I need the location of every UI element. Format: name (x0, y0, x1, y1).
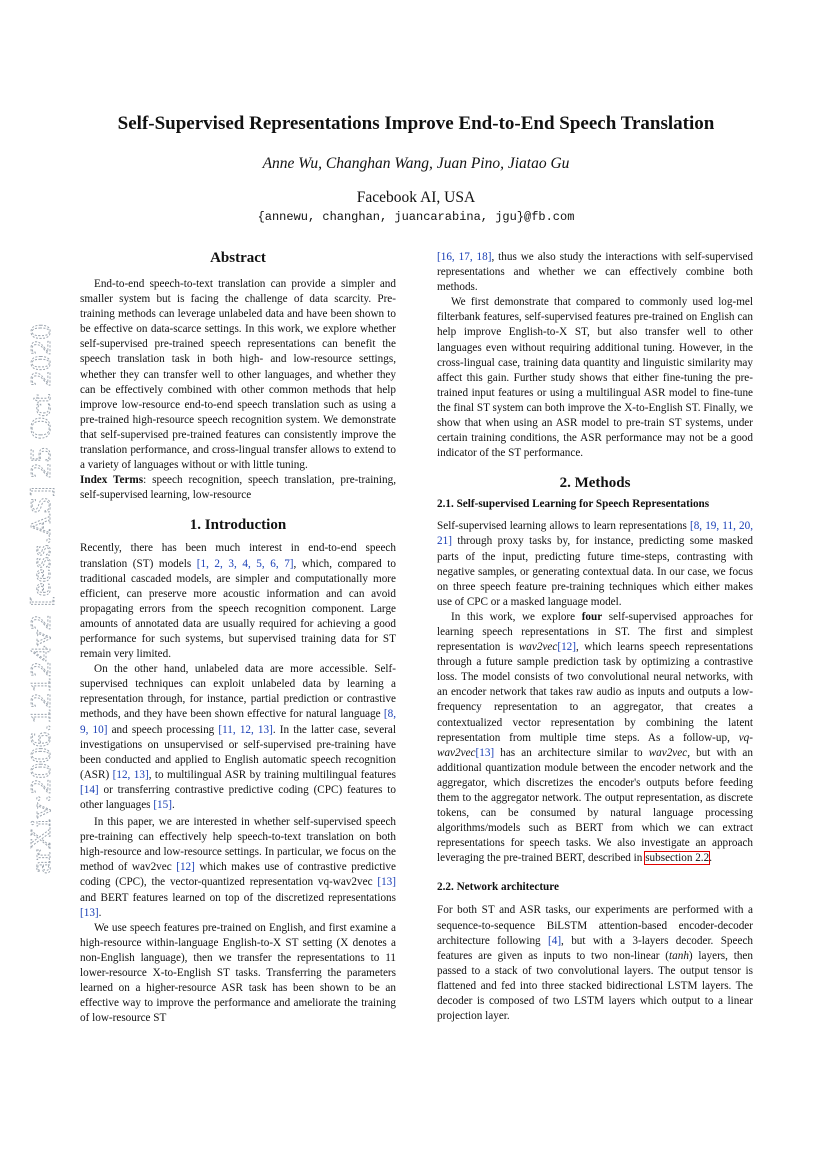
ssl-paragraph-1: Self-supervised learning allows to learn representations [8, 19, 11, 20, 21] through proxy tasks by, for instance, predicting some masked parts of the input, predicting future time-steps, contrasting with negative samples, or generating contextual data. In our case, we focus on three speech feature pre-training techniques which either makes use of CPC or a masked language model. (437, 520, 753, 608)
arxiv-stamp (18, 318, 58, 878)
citation-link[interactable]: [1, 2, 3, 4, 5, 6, 7] (196, 557, 294, 570)
citation-link[interactable]: [12, 13] (112, 768, 149, 781)
citation-link[interactable]: [11, 12, 13] (218, 723, 273, 736)
subsection-link[interactable]: subsection 2.2 (645, 852, 710, 865)
citation-link[interactable]: [12] (176, 861, 195, 874)
intro-paragraph-4: We use speech features pre-trained on English, and first examine a high-resource within-language English-to-X ST setting (X denotes a non-English language), then we transfer the representations to 11 lower-resource X-to-English ST tasks. Transferring the parameters learned on a higher-resource ASR task has been shown to be an effective way to improve the performance and ameliorate the training of low-resource ST (80, 921, 396, 1025)
methods-heading: 2. Methods (559, 475, 631, 492)
abstract-text: End-to-end speech-to-text translation can provide a simpler and smaller system but is facing the challenge of data scarcity. Pre-training methods can leverage unlabeled data and have been shown to be effective on data-scarce settings. In this work, we explore whether self-supervised pre-trained speech representations can benefit the speech translation task in both high- and low-resource settings, whether they can transfer well to other languages, and whether they can be effectively combined with other common methods that help improve low-resource end-to-end speech translation such as using a pre-trained high-resource speech recognition system. We demonstrate that self-supervised pre-trained features can consistently improve the translation performance, and cross-lingual transfer allows to extend to a variety of languages without or with little tuning. (80, 278, 396, 472)
citation-link[interactable]: [12] (557, 641, 576, 654)
index-terms-label: Index Terms (80, 474, 144, 487)
right-column (437, 250, 753, 1024)
abstract-heading: Abstract (210, 250, 266, 266)
ssl-paragraph-2: In this work, we explore four self-supervised approaches for learning speech representations in ST. The first and simplest representation is wav2vec[12], which learns speech representations through a future sample prediction task by optimizing a contrastive loss. The model consists of two convolutional neural networks, with an encoder network that takes raw audio as inputs and outputs a low-frequency representation to an aggregator, that creates a contextualized vector representation by combining the latent representation from multiple time steps. As a follow-up, vq-wav2vec[13] has an architecture similar to wav2vec, but with an additional quantization module between the encoder network and the aggregator, which discretizes the encoder's outputs before feeding them to the aggregator network. The output representation, as discrete tokens, can be consumed by natural language processing algorithms/models such as BERT from which we can extract representations for speech tasks. We also investigate an approach leveraging the pre-trained BERT, described in subsection 2.2. (437, 610, 753, 865)
left-column (80, 248, 396, 1026)
index-terms-text: : speech recognition, speech translation, pre-training, self-supervised learning, low-resource (80, 474, 396, 502)
intro-paragraph-1: Recently, there has been much interest in end-to-end speech translation (ST) models [1, 2, 3, 4, 5, 6, 7], which, compared to traditional cascaded models, are simpler and computationally more efficient, can preserve more acoustic information and can avoid propagating errors from the speech recognition component. Large amounts of annotated data are usually required for achieving a good performance for such systems, but supervised training data for ST remain very limited. (80, 542, 396, 661)
intro-paragraph-2: On the other hand, unlabeled data are more accessible. Self-supervised techniques can exploit unlabeled data by learning a representation through, for instance, partial prediction or contrastive methods, and they have been shown effective for natural language [8, 9, 10] and speech processing [11, 12, 13]. In the latter case, several investigations on unsupervised or self-supervised pre-training have been conducted and applied to English automatic speech recognition (ASR) [12, 13], to multilingual ASR by training multilingual features [14] or transferring contrastive predictive coding (CPC) features to other languages [15]. (80, 663, 397, 811)
findings-paragraph: We first demonstrate that compared to commonly used log-mel filterbank features, self-supervised features pre-trained on English can help improve English-to-X ST, but also transfer well to other languages even without requiring additional tuning. However, in the cross-lingual case, training data quantity and linguistic similarity may affect this gain. Further study shows that either fine-tuning the pre-trained input features or using a multilingual ASR model to fine-tune the final ST system can both improve the X-to-English ST. Finally, we show that when using an ASR model to pre-train ST systems, under certain training conditions, the ASR performance may not be a good indicator of the ST performance. (437, 296, 753, 460)
continued-paragraph: [16, 17, 18], thus we also study the interactions with self-supervised representations and whether we can effectively combine both methods. (437, 251, 754, 294)
citation-link[interactable]: [13] (80, 906, 99, 919)
paper-title: Self-Supervised Representations Improve End-to-End Speech Translation (117, 113, 715, 134)
subsection-2-2-heading: 2.2. Network architecture (437, 881, 559, 894)
citation-link[interactable]: [8, 19, 11, 20, 21] (437, 520, 753, 548)
author-list: Anne Wu, Changhan Wang, Juan Pino, Jiatao Gu (262, 155, 570, 172)
citation-link[interactable]: [13] (377, 876, 396, 889)
intro-paragraph-3: In this paper, we are interested in whether self-supervised speech pre-training can effectively help speech-to-text translation on both high-resource and low-resource settings. In particular, we focus on the method of wav2vec [12] which makes use of contrastive predictive coding (CPC), the vector-quantized representation vq-wav2vec [13] and BERT features learned on top of the discretized representations [13]. (80, 816, 396, 919)
arxiv-stamp-text: arXiv:2006.12124v2 [eess.AS] 25 Oct 2020 (26, 380, 57, 874)
citation-link[interactable]: [16, 17, 18] (437, 251, 492, 263)
citation-link[interactable]: [15] (153, 799, 172, 811)
intro-heading: 1. Introduction (189, 517, 287, 534)
email-line: {annewu, changhan, juancarabina, jgu}@fb.com (257, 210, 575, 224)
index-terms (80, 473, 396, 503)
affiliation: Facebook AI, USA (356, 189, 476, 206)
subsection-2-1-heading: 2.1. Self-supervised Learning for Speech Representations (437, 498, 710, 511)
citation-link[interactable]: [4] (548, 934, 562, 947)
citation-link[interactable]: [14] (80, 783, 99, 796)
citation-link[interactable]: [13] (475, 746, 495, 759)
network-paragraph: For both ST and ASR tasks, our experiments are performed with a sequence-to-sequence BiLSTM attention-based encoder-decoder architecture following [4], but with a 3-layers decoder. Speech features are given as inputs to two non-linear (tanh) layers, then passed to a stack of two convolutional layers. The output tensor is flattened and fed into three stacked bidirectional LSTM layers. The decoder is composed of two LSTM layers which output to a linear projection layer. (437, 904, 754, 1023)
citation-link[interactable]: [8, 9, 10] (80, 708, 396, 736)
